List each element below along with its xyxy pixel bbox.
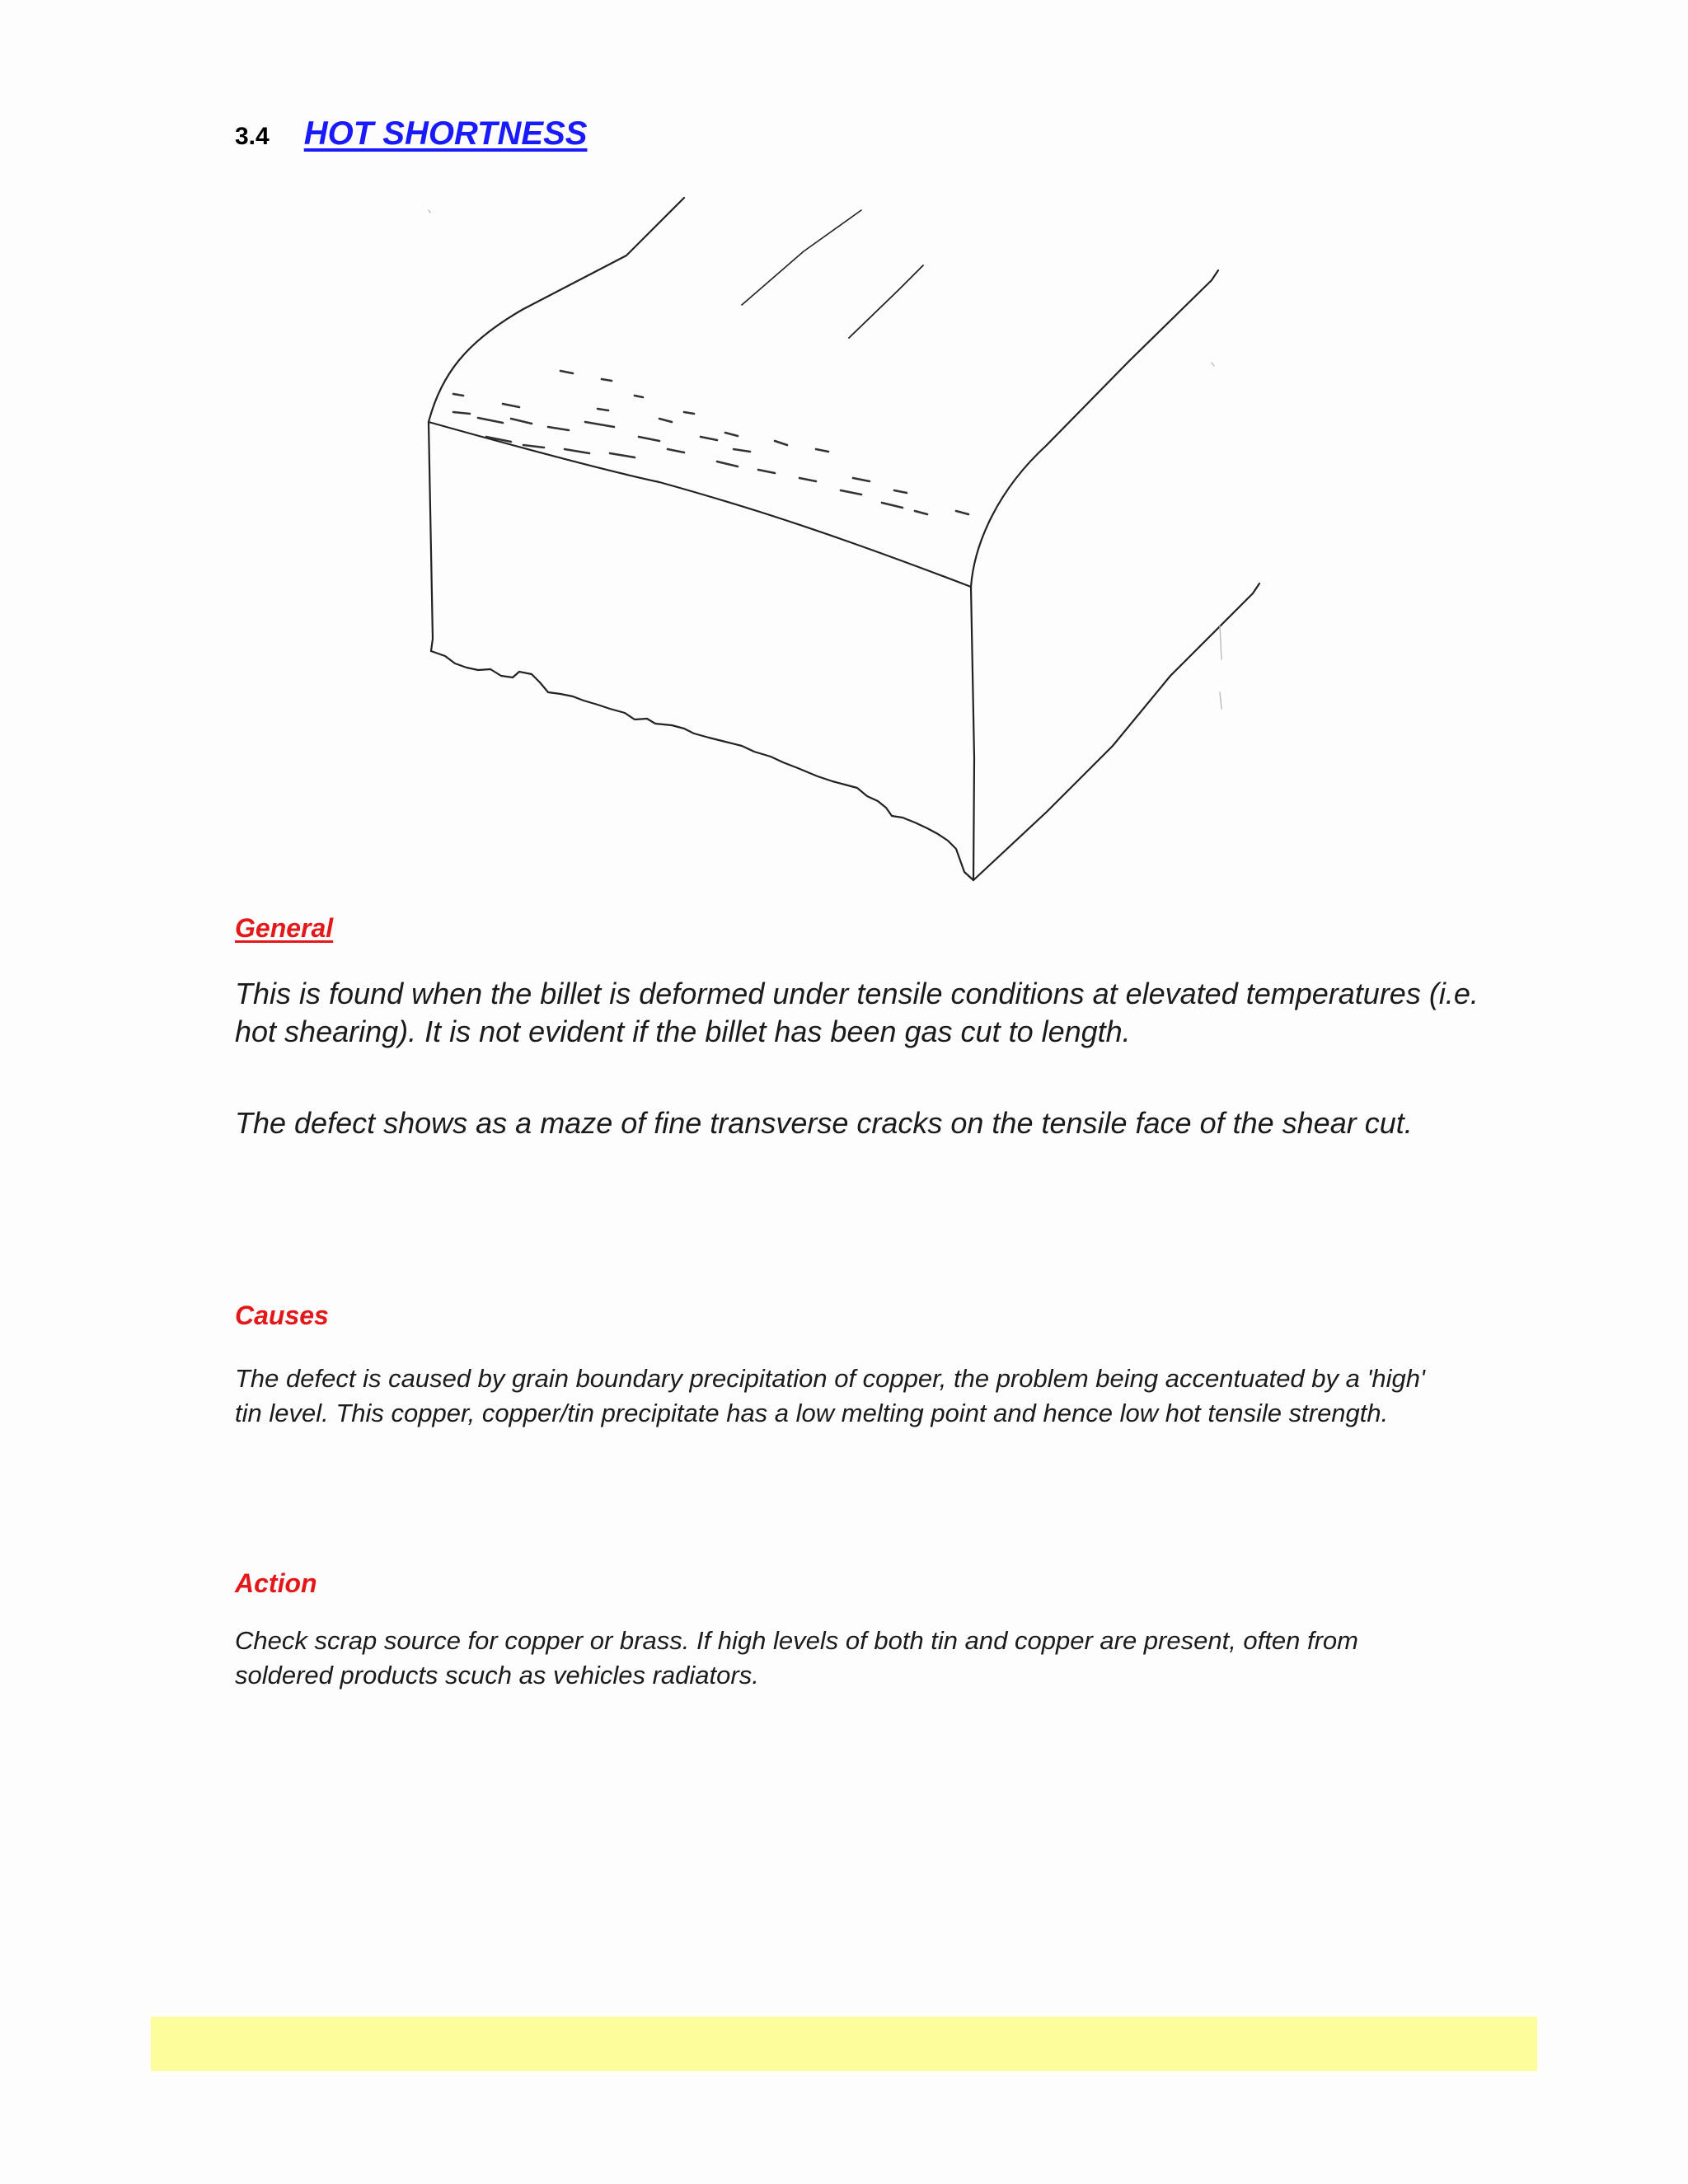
action-line-1: Check scrap source for copper or brass. If high levels of both tin and copper are present, often from	[235, 1626, 1358, 1655]
billet-shear-cut-sketch	[387, 165, 1278, 907]
general-paragraph-2: The defect shows as a maze of fine transverse cracks on the tensile face of the shear cut.	[235, 1106, 1413, 1140]
billet-left-edge	[429, 422, 433, 651]
action-heading: Action	[235, 1568, 317, 1598]
general-paragraph-1-line-1: This is found when the billet is deformed under tensile conditions at elevated temperatures (i.e.	[235, 977, 1479, 1010]
causes-line-2: tin level. This copper, copper/tin precipitate has a low melting point and hence low hot tensile strength.	[235, 1399, 1389, 1427]
section-title-link[interactable]: HOT SHORTNESS	[303, 115, 588, 152]
billet-right-edge	[971, 587, 974, 880]
action-line-2: soldered products scuch as vehicles radiators.	[235, 1661, 759, 1690]
causes-paragraph	[235, 1361, 1529, 1431]
general-paragraph-1	[235, 975, 1529, 1051]
general-paragraph-1-line-2: hot shearing). It is not evident if the billet has been gas cut to length.	[235, 1015, 1131, 1048]
billet-right-corner	[971, 270, 1218, 587]
action-paragraph	[235, 1624, 1529, 1693]
billet-ragged-bottom-edge	[431, 651, 973, 880]
crack-marks	[453, 371, 968, 514]
causes-line-1: The defect is caused by grain boundary precipitation of copper, the problem being accentuated by a 'high'	[235, 1364, 1425, 1393]
billet-bottom-right-edge	[973, 583, 1259, 880]
billet-top-edge	[429, 198, 684, 422]
section-number: 3.4	[235, 123, 270, 150]
causes-heading: Causes	[235, 1301, 329, 1330]
billet-far-edge	[742, 210, 861, 305]
general-heading: General	[235, 913, 334, 943]
footer-highlight-band	[151, 2017, 1537, 2071]
section-heading	[235, 115, 587, 152]
